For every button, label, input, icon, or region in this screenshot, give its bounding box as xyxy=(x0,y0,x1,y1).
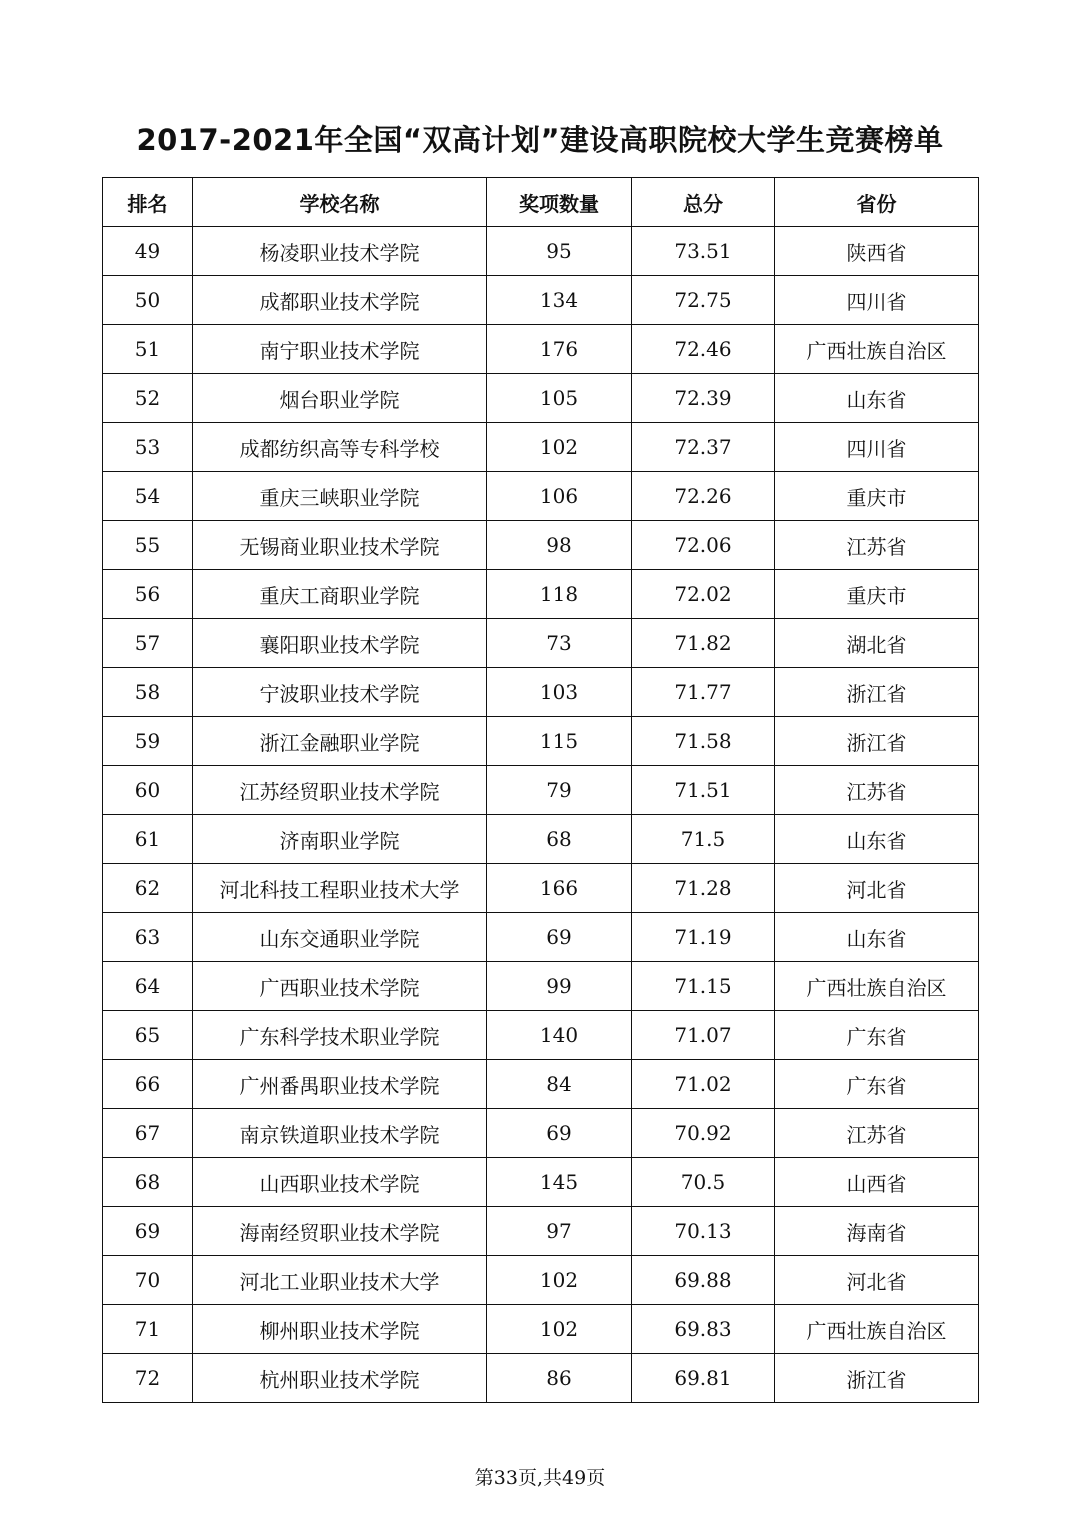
table-row xyxy=(103,913,979,962)
ranking-table xyxy=(102,177,979,1403)
cell-school-name: 广东科学技术职业学院 xyxy=(193,1011,487,1060)
cell-total-score: 71.51 xyxy=(632,766,775,815)
header-rank: 排名 xyxy=(103,178,193,227)
cell-award-count: 103 xyxy=(487,668,632,717)
cell-award-count: 69 xyxy=(487,1109,632,1158)
cell-total-score: 72.39 xyxy=(632,374,775,423)
cell-award-count: 95 xyxy=(487,227,632,276)
cell-rank: 52 xyxy=(103,374,193,423)
cell-total-score: 73.51 xyxy=(632,227,775,276)
table-row xyxy=(103,1256,979,1305)
table-row xyxy=(103,815,979,864)
cell-school-name: 广州番禺职业技术学院 xyxy=(193,1060,487,1109)
table-row xyxy=(103,325,979,374)
cell-award-count: 134 xyxy=(487,276,632,325)
cell-award-count: 102 xyxy=(487,1305,632,1354)
table-row xyxy=(103,1305,979,1354)
table-row xyxy=(103,1060,979,1109)
cell-province: 浙江省 xyxy=(775,717,979,766)
cell-total-score: 72.26 xyxy=(632,472,775,521)
header-province: 省份 xyxy=(775,178,979,227)
cell-total-score: 71.28 xyxy=(632,864,775,913)
cell-award-count: 69 xyxy=(487,913,632,962)
cell-rank: 60 xyxy=(103,766,193,815)
table-row xyxy=(103,570,979,619)
table-row xyxy=(103,668,979,717)
cell-rank: 58 xyxy=(103,668,193,717)
cell-award-count: 105 xyxy=(487,374,632,423)
cell-total-score: 71.02 xyxy=(632,1060,775,1109)
cell-award-count: 118 xyxy=(487,570,632,619)
cell-award-count: 79 xyxy=(487,766,632,815)
cell-total-score: 71.58 xyxy=(632,717,775,766)
cell-province: 广西壮族自治区 xyxy=(775,1305,979,1354)
table-row xyxy=(103,1109,979,1158)
cell-rank: 66 xyxy=(103,1060,193,1109)
cell-total-score: 71.77 xyxy=(632,668,775,717)
cell-total-score: 69.83 xyxy=(632,1305,775,1354)
table-header-row xyxy=(103,178,979,227)
cell-rank: 63 xyxy=(103,913,193,962)
cell-province: 江苏省 xyxy=(775,766,979,815)
cell-school-name: 杨凌职业技术学院 xyxy=(193,227,487,276)
cell-province: 广东省 xyxy=(775,1060,979,1109)
cell-award-count: 102 xyxy=(487,423,632,472)
cell-province: 江苏省 xyxy=(775,1109,979,1158)
cell-rank: 51 xyxy=(103,325,193,374)
cell-school-name: 山西职业技术学院 xyxy=(193,1158,487,1207)
table-row xyxy=(103,423,979,472)
cell-school-name: 浙江金融职业学院 xyxy=(193,717,487,766)
table-row xyxy=(103,472,979,521)
table-row xyxy=(103,1354,979,1403)
cell-award-count: 68 xyxy=(487,815,632,864)
cell-total-score: 72.06 xyxy=(632,521,775,570)
table-row xyxy=(103,717,979,766)
cell-province: 广西壮族自治区 xyxy=(775,962,979,1011)
cell-total-score: 72.75 xyxy=(632,276,775,325)
table-row xyxy=(103,1207,979,1256)
cell-award-count: 166 xyxy=(487,864,632,913)
cell-rank: 55 xyxy=(103,521,193,570)
cell-rank: 64 xyxy=(103,962,193,1011)
table-row xyxy=(103,374,979,423)
cell-total-score: 71.5 xyxy=(632,815,775,864)
cell-award-count: 86 xyxy=(487,1354,632,1403)
cell-school-name: 重庆三峡职业学院 xyxy=(193,472,487,521)
cell-school-name: 成都纺织高等专科学校 xyxy=(193,423,487,472)
cell-province: 重庆市 xyxy=(775,472,979,521)
cell-award-count: 176 xyxy=(487,325,632,374)
table-row xyxy=(103,276,979,325)
cell-province: 河北省 xyxy=(775,864,979,913)
cell-total-score: 70.92 xyxy=(632,1109,775,1158)
cell-rank: 61 xyxy=(103,815,193,864)
cell-total-score: 69.88 xyxy=(632,1256,775,1305)
cell-rank: 50 xyxy=(103,276,193,325)
table-row xyxy=(103,1011,979,1060)
table-row xyxy=(103,864,979,913)
cell-province: 山东省 xyxy=(775,374,979,423)
cell-award-count: 84 xyxy=(487,1060,632,1109)
table-row xyxy=(103,962,979,1011)
cell-rank: 56 xyxy=(103,570,193,619)
cell-province: 山东省 xyxy=(775,815,979,864)
cell-province: 湖北省 xyxy=(775,619,979,668)
cell-school-name: 南京铁道职业技术学院 xyxy=(193,1109,487,1158)
cell-province: 重庆市 xyxy=(775,570,979,619)
cell-school-name: 江苏经贸职业技术学院 xyxy=(193,766,487,815)
cell-total-score: 70.13 xyxy=(632,1207,775,1256)
cell-award-count: 97 xyxy=(487,1207,632,1256)
cell-province: 江苏省 xyxy=(775,521,979,570)
cell-rank: 68 xyxy=(103,1158,193,1207)
table-row xyxy=(103,227,979,276)
cell-award-count: 98 xyxy=(487,521,632,570)
header-award-count: 奖项数量 xyxy=(487,178,632,227)
cell-rank: 54 xyxy=(103,472,193,521)
cell-school-name: 杭州职业技术学院 xyxy=(193,1354,487,1403)
cell-total-score: 72.37 xyxy=(632,423,775,472)
table-row xyxy=(103,521,979,570)
cell-school-name: 无锡商业职业技术学院 xyxy=(193,521,487,570)
cell-total-score: 72.46 xyxy=(632,325,775,374)
cell-school-name: 海南经贸职业技术学院 xyxy=(193,1207,487,1256)
cell-province: 山西省 xyxy=(775,1158,979,1207)
cell-award-count: 140 xyxy=(487,1011,632,1060)
cell-rank: 70 xyxy=(103,1256,193,1305)
cell-province: 四川省 xyxy=(775,423,979,472)
cell-rank: 57 xyxy=(103,619,193,668)
cell-total-score: 72.02 xyxy=(632,570,775,619)
cell-province: 广东省 xyxy=(775,1011,979,1060)
cell-province: 海南省 xyxy=(775,1207,979,1256)
cell-school-name: 宁波职业技术学院 xyxy=(193,668,487,717)
cell-rank: 72 xyxy=(103,1354,193,1403)
cell-award-count: 115 xyxy=(487,717,632,766)
cell-province: 浙江省 xyxy=(775,1354,979,1403)
cell-rank: 59 xyxy=(103,717,193,766)
cell-school-name: 南宁职业技术学院 xyxy=(193,325,487,374)
cell-province: 河北省 xyxy=(775,1256,979,1305)
cell-province: 四川省 xyxy=(775,276,979,325)
cell-total-score: 71.82 xyxy=(632,619,775,668)
table-row xyxy=(103,1158,979,1207)
cell-award-count: 102 xyxy=(487,1256,632,1305)
cell-rank: 53 xyxy=(103,423,193,472)
cell-rank: 49 xyxy=(103,227,193,276)
cell-school-name: 河北科技工程职业技术大学 xyxy=(193,864,487,913)
cell-school-name: 柳州职业技术学院 xyxy=(193,1305,487,1354)
cell-school-name: 广西职业技术学院 xyxy=(193,962,487,1011)
header-school-name: 学校名称 xyxy=(193,178,487,227)
cell-rank: 62 xyxy=(103,864,193,913)
cell-school-name: 襄阳职业技术学院 xyxy=(193,619,487,668)
cell-award-count: 99 xyxy=(487,962,632,1011)
cell-total-score: 71.15 xyxy=(632,962,775,1011)
cell-award-count: 145 xyxy=(487,1158,632,1207)
cell-school-name: 重庆工商职业学院 xyxy=(193,570,487,619)
page-title: 2017-2021年全国“双高计划”建设高职院校大学生竞赛榜单 xyxy=(136,123,944,157)
cell-school-name: 河北工业职业技术大学 xyxy=(193,1256,487,1305)
table-row xyxy=(103,766,979,815)
cell-total-score: 69.81 xyxy=(632,1354,775,1403)
cell-award-count: 73 xyxy=(487,619,632,668)
cell-total-score: 70.5 xyxy=(632,1158,775,1207)
cell-rank: 69 xyxy=(103,1207,193,1256)
cell-province: 浙江省 xyxy=(775,668,979,717)
cell-province: 陕西省 xyxy=(775,227,979,276)
cell-school-name: 济南职业学院 xyxy=(193,815,487,864)
page-number: 第33页,共49页 xyxy=(474,1467,606,1489)
cell-award-count: 106 xyxy=(487,472,632,521)
cell-rank: 71 xyxy=(103,1305,193,1354)
header-total-score: 总分 xyxy=(632,178,775,227)
cell-province: 广西壮族自治区 xyxy=(775,325,979,374)
cell-province: 山东省 xyxy=(775,913,979,962)
table-row xyxy=(103,619,979,668)
cell-school-name: 山东交通职业学院 xyxy=(193,913,487,962)
cell-rank: 65 xyxy=(103,1011,193,1060)
cell-rank: 67 xyxy=(103,1109,193,1158)
cell-school-name: 成都职业技术学院 xyxy=(193,276,487,325)
table-body xyxy=(103,227,979,1403)
cell-total-score: 71.19 xyxy=(632,913,775,962)
cell-total-score: 71.07 xyxy=(632,1011,775,1060)
cell-school-name: 烟台职业学院 xyxy=(193,374,487,423)
